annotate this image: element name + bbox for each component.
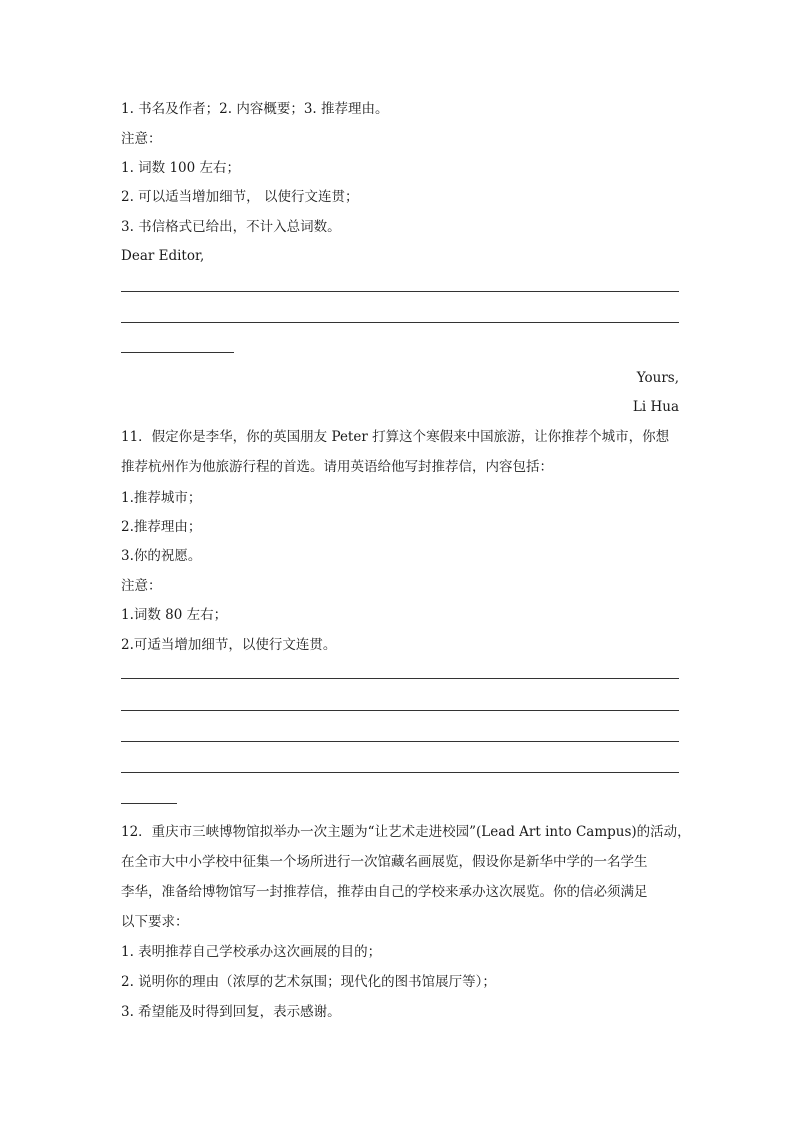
letter-closing: Yours, bbox=[636, 370, 679, 386]
question-11-note-1: 1.词数 80 左右； bbox=[121, 607, 228, 623]
question-12-prompt-line-2: 在全市大中小学校中征集一个场所进行一次馆藏名画展览，假设你是新华中学的一名学生 bbox=[121, 854, 648, 870]
note-item-1: 1. 词数 100 左右； bbox=[121, 160, 241, 176]
note-item-3: 3. 书信格式已给出，不计入总词数。 bbox=[121, 219, 341, 235]
note-heading: 注意： bbox=[121, 131, 162, 147]
question-11-note-heading: 注意： bbox=[121, 578, 162, 594]
question-12-prompt-line-4: 以下要求： bbox=[121, 914, 189, 930]
question-11-prompt-line-1: 11．假定你是李华，你的英国朋友 Peter 打算这个寒假来中国旅游，让你推荐个城市，你想 bbox=[121, 429, 670, 445]
answer-line bbox=[121, 741, 679, 742]
answer-line bbox=[121, 678, 679, 679]
question-12-prompt-line-1: 12．重庆市三峡博物馆拟举办一次主题为“让艺术走进校园”(Lead Art into Campus)的活动， bbox=[121, 824, 691, 840]
answer-line bbox=[121, 322, 679, 323]
answer-line-short bbox=[121, 352, 234, 353]
letter-salutation: Dear Editor, bbox=[121, 248, 205, 264]
question-12-prompt-line-3: 李华，准备给博物馆写一封推荐信，推荐由自己的学校来承办这次展览。你的信必须满足 bbox=[121, 884, 648, 900]
question-11-prompt-line-2: 推荐杭州作为他旅游行程的首选。请用英语给他写封推荐信，内容包括： bbox=[121, 459, 553, 475]
answer-line bbox=[121, 291, 679, 292]
note-item-2: 2. 可以适当增加细节， 以使行文连贯； bbox=[121, 189, 359, 205]
answer-line bbox=[121, 772, 679, 773]
question-12-point-1: 1. 表明推荐自己学校承办这次画展的目的； bbox=[121, 944, 382, 960]
question-11-note-2: 2.可适当增加细节，以使行文连贯。 bbox=[121, 637, 337, 653]
letter-signature: Li Hua bbox=[632, 399, 679, 415]
answer-line-short bbox=[121, 803, 177, 804]
answer-line bbox=[121, 710, 679, 711]
question-11-point-1: 1.推荐城市； bbox=[121, 490, 202, 506]
question-11-point-2: 2.推荐理由； bbox=[121, 519, 202, 535]
question-12-point-3: 3. 希望能及时得到回复，表示感谢。 bbox=[121, 1004, 341, 1020]
question-12-point-2: 2. 说明你的理由（浓厚的艺术氛围；现代化的图书馆展厅等）； bbox=[121, 974, 496, 990]
question-11-point-3: 3.你的祝愿。 bbox=[121, 548, 202, 564]
requirements-line: 1. 书名及作者；2. 内容概要；3. 推荐理由。 bbox=[121, 101, 389, 117]
